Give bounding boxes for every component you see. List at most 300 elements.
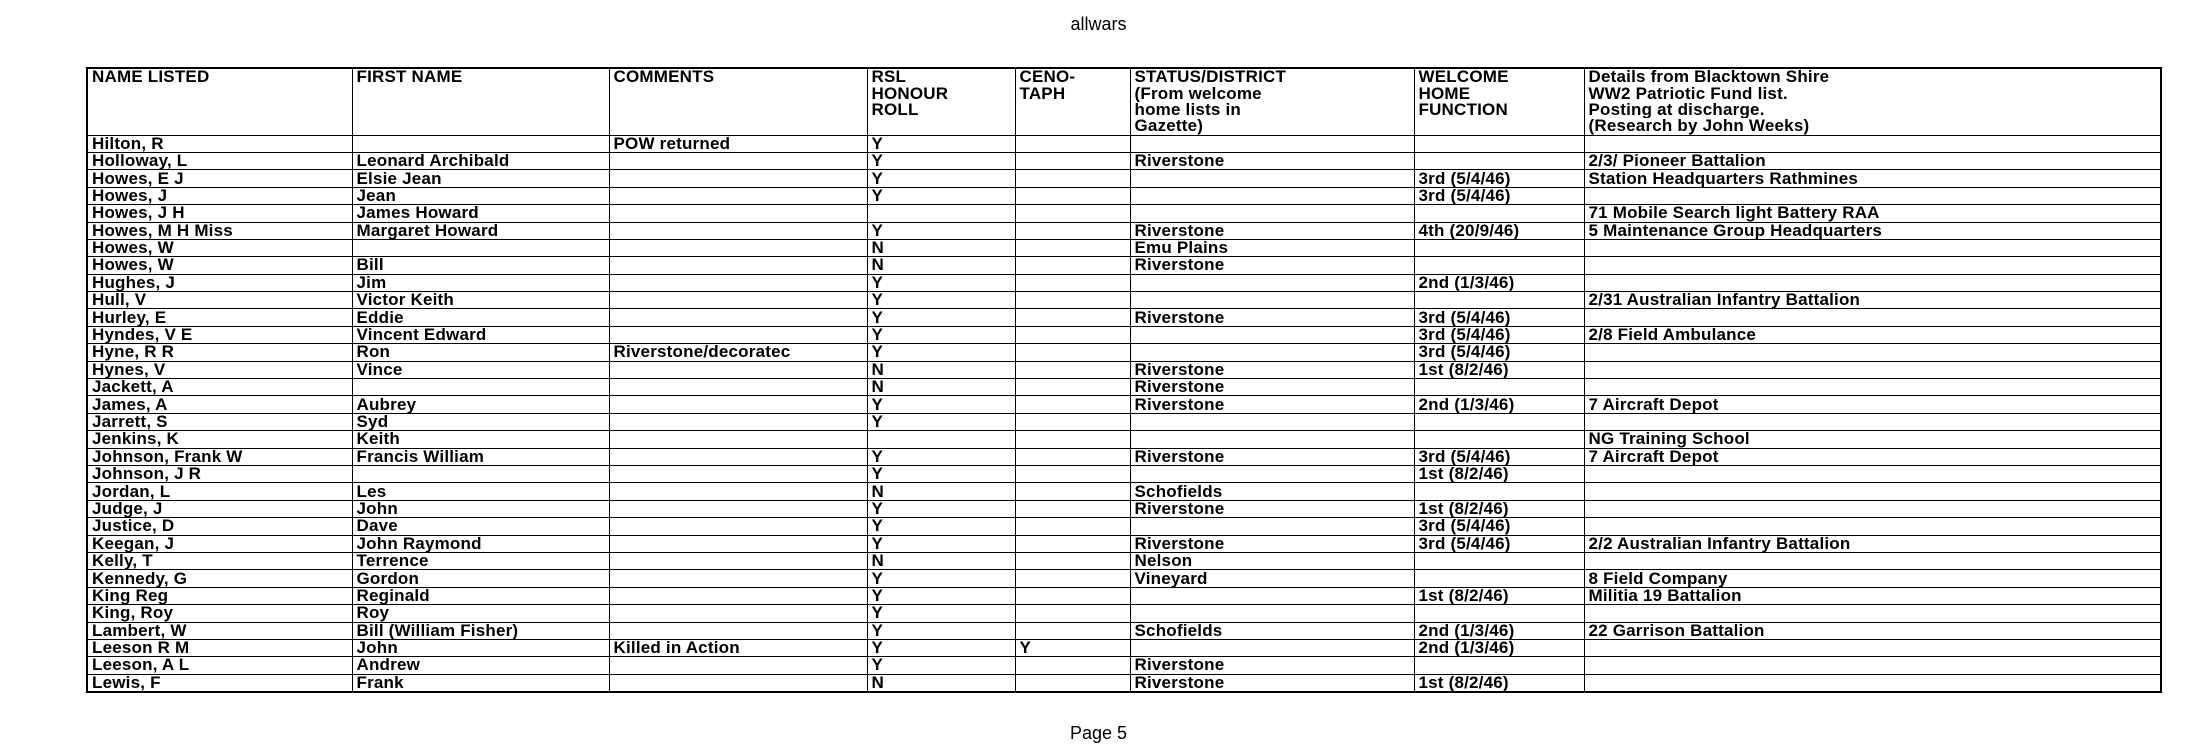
welcome-home-function-header: FUNCTION (1414, 102, 1584, 118)
name-listed-cell: Justice, D (87, 518, 352, 535)
cenotaph-cell (1015, 257, 1130, 274)
status-district-cell: Riverstone (1130, 361, 1414, 378)
welcome-home-function-cell: 3rd (5/4/46) (1414, 187, 1584, 204)
blacktown-details-cell: 2/3/ Pioneer Battalion (1584, 152, 2161, 169)
cenotaph-cell (1015, 518, 1130, 535)
comments-cell (609, 257, 867, 274)
table-row (87, 379, 2161, 396)
welcome-home-function-cell: 1st (8/2/46) (1414, 500, 1584, 517)
comments-cell (609, 170, 867, 187)
rsl-honour-roll-cell: Y (867, 518, 1015, 535)
name-listed-cell: Hughes, J (87, 274, 352, 291)
header-row (87, 118, 2161, 135)
cenotaph-cell (1015, 431, 1130, 448)
comments-cell (609, 205, 867, 222)
comments-cell (609, 570, 867, 587)
comments-cell (609, 483, 867, 500)
table-row (87, 187, 2161, 204)
first-name-header (352, 85, 609, 101)
table-row (87, 465, 2161, 482)
blacktown-details-cell (1584, 309, 2161, 326)
name-listed-cell: Kennedy, G (87, 570, 352, 587)
name-listed-cell: Keegan, J (87, 535, 352, 552)
cenotaph-cell: Y (1015, 639, 1130, 656)
cenotaph-cell (1015, 448, 1130, 465)
table-row (87, 622, 2161, 639)
table-row (87, 413, 2161, 430)
rsl-honour-roll-cell: Y (867, 326, 1015, 343)
table-row (87, 570, 2161, 587)
cenotaph-cell (1015, 205, 1130, 222)
name-listed-cell: Jarrett, S (87, 413, 352, 430)
comments-cell (609, 518, 867, 535)
blacktown-details-cell (1584, 257, 2161, 274)
comments-cell (609, 361, 867, 378)
header-row (87, 85, 2161, 101)
status-district-header: (From welcome (1130, 85, 1414, 101)
blacktown-details-cell (1584, 239, 2161, 256)
header-row (87, 102, 2161, 118)
comments-cell (609, 552, 867, 569)
comments-cell (609, 379, 867, 396)
status-district-cell (1130, 274, 1414, 291)
blacktown-details-cell: Station Headquarters Rathmines (1584, 170, 2161, 187)
rsl-honour-roll-cell: Y (867, 187, 1015, 204)
comments-cell (609, 674, 867, 692)
welcome-home-function-cell (1414, 292, 1584, 309)
first-name-cell: Ron (352, 344, 609, 361)
status-district-cell: Schofields (1130, 483, 1414, 500)
first-name-header: FIRST NAME (352, 68, 609, 85)
name-listed-cell: Howes, W (87, 239, 352, 256)
table-row (87, 170, 2161, 187)
blacktown-details-cell: 2/2 Australian Infantry Battalion (1584, 535, 2161, 552)
blacktown-details-cell (1584, 361, 2161, 378)
first-name-cell: Frank (352, 674, 609, 692)
blacktown-details-header: WW2 Patriotic Fund list. (1584, 85, 2161, 101)
status-district-header: STATUS/DISTRICT (1130, 68, 1414, 85)
status-district-header: home lists in (1130, 102, 1414, 118)
blacktown-details-header: Details from Blacktown Shire (1584, 68, 2161, 85)
first-name-cell: Vincent Edward (352, 326, 609, 343)
rsl-honour-roll-cell: Y (867, 570, 1015, 587)
cenotaph-cell (1015, 622, 1130, 639)
welcome-home-function-cell (1414, 152, 1584, 169)
rsl-honour-roll-cell: Y (867, 535, 1015, 552)
first-name-cell: Gordon (352, 570, 609, 587)
page-number: Page 5 (1069, 723, 1128, 743)
rsl-honour-roll-cell: Y (867, 622, 1015, 639)
cenotaph-cell (1015, 535, 1130, 552)
cenotaph-cell (1015, 570, 1130, 587)
table-header (87, 68, 2161, 135)
first-name-cell: Leonard Archibald (352, 152, 609, 169)
status-district-cell (1130, 518, 1414, 535)
comments-cell (609, 309, 867, 326)
comments-cell (609, 152, 867, 169)
welcome-home-function-cell: 1st (8/2/46) (1414, 674, 1584, 692)
welcome-home-function-cell: 3rd (5/4/46) (1414, 309, 1584, 326)
first-name-cell: Bill (William Fisher) (352, 622, 609, 639)
cenotaph-header (1015, 102, 1130, 118)
first-name-header (352, 118, 609, 135)
table-row (87, 274, 2161, 291)
rsl-honour-roll-cell: N (867, 674, 1015, 692)
blacktown-details-cell (1584, 413, 2161, 430)
comments-cell (609, 413, 867, 430)
first-name-cell: Syd (352, 413, 609, 430)
status-district-cell: Riverstone (1130, 379, 1414, 396)
rsl-honour-roll-cell: Y (867, 605, 1015, 622)
name-listed-cell: James, A (87, 396, 352, 413)
rsl-honour-roll-cell: Y (867, 465, 1015, 482)
table-row (87, 448, 2161, 465)
name-listed-cell: Johnson, J R (87, 465, 352, 482)
cenotaph-cell (1015, 326, 1130, 343)
table-row (87, 396, 2161, 413)
rsl-honour-roll-cell: Y (867, 500, 1015, 517)
first-name-cell: Victor Keith (352, 292, 609, 309)
first-name-cell: Andrew (352, 657, 609, 674)
name-listed-cell: Howes, W (87, 257, 352, 274)
table-row (87, 205, 2161, 222)
comments-cell (609, 535, 867, 552)
table-row (87, 500, 2161, 517)
welcome-home-function-header (1414, 118, 1584, 135)
blacktown-details-cell: 2/8 Field Ambulance (1584, 326, 2161, 343)
cenotaph-header: CENO- (1015, 68, 1130, 85)
name-listed-cell: Leeson R M (87, 639, 352, 656)
welcome-home-function-cell (1414, 570, 1584, 587)
name-listed-header (87, 118, 352, 135)
blacktown-details-cell (1584, 274, 2161, 291)
cenotaph-cell (1015, 344, 1130, 361)
blacktown-details-cell (1584, 500, 2161, 517)
status-district-cell: Vineyard (1130, 570, 1414, 587)
table-row (87, 344, 2161, 361)
blacktown-details-cell (1584, 135, 2161, 152)
first-name-cell: John (352, 500, 609, 517)
table-row (87, 431, 2161, 448)
name-listed-cell: Jenkins, K (87, 431, 352, 448)
cenotaph-header (1015, 118, 1130, 135)
blacktown-details-cell (1584, 187, 2161, 204)
status-district-cell (1130, 326, 1414, 343)
blacktown-details-cell (1584, 639, 2161, 656)
comments-cell (609, 222, 867, 239)
blacktown-details-cell: NG Training School (1584, 431, 2161, 448)
table-row (87, 309, 2161, 326)
cenotaph-cell (1015, 674, 1130, 692)
name-listed-cell: Lewis, F (87, 674, 352, 692)
first-name-cell: James Howard (352, 205, 609, 222)
first-name-cell: John (352, 639, 609, 656)
first-name-cell: Vince (352, 361, 609, 378)
first-name-cell: Elsie Jean (352, 170, 609, 187)
table-row (87, 518, 2161, 535)
blacktown-details-cell: Militia 19 Battalion (1584, 587, 2161, 604)
first-name-cell (352, 239, 609, 256)
welcome-home-function-cell (1414, 413, 1584, 430)
welcome-home-function-cell: 2nd (1/3/46) (1414, 274, 1584, 291)
name-listed-cell: Hyndes, V E (87, 326, 352, 343)
status-district-cell: Nelson (1130, 552, 1414, 569)
first-name-cell (352, 379, 609, 396)
rsl-honour-roll-header: RSL (867, 68, 1015, 85)
blacktown-details-cell: 2/31 Australian Infantry Battalion (1584, 292, 2161, 309)
table-row (87, 674, 2161, 692)
header-row (87, 68, 2161, 85)
status-district-cell: Riverstone (1130, 448, 1414, 465)
rsl-honour-roll-cell: Y (867, 448, 1015, 465)
blacktown-details-cell (1584, 379, 2161, 396)
cenotaph-cell (1015, 657, 1130, 674)
status-district-cell: Riverstone (1130, 657, 1414, 674)
cenotaph-cell (1015, 239, 1130, 256)
name-listed-cell: King Reg (87, 587, 352, 604)
first-name-cell: Terrence (352, 552, 609, 569)
cenotaph-cell (1015, 587, 1130, 604)
status-district-cell (1130, 170, 1414, 187)
cenotaph-cell (1015, 483, 1130, 500)
status-district-cell: Riverstone (1130, 535, 1414, 552)
comments-cell (609, 326, 867, 343)
blacktown-details-cell: 8 Field Company (1584, 570, 2161, 587)
cenotaph-cell (1015, 222, 1130, 239)
name-listed-cell: Hull, V (87, 292, 352, 309)
comments-cell: Riverstone/decoratec (609, 344, 867, 361)
status-district-cell (1130, 639, 1414, 656)
table-row (87, 326, 2161, 343)
first-name-cell: Les (352, 483, 609, 500)
table-row (87, 657, 2161, 674)
name-listed-cell: Hilton, R (87, 135, 352, 152)
name-listed-cell: Holloway, L (87, 152, 352, 169)
status-district-cell (1130, 465, 1414, 482)
blacktown-details-cell (1584, 344, 2161, 361)
blacktown-details-cell (1584, 657, 2161, 674)
blacktown-details-cell: 22 Garrison Battalion (1584, 622, 2161, 639)
status-district-cell (1130, 431, 1414, 448)
table-row (87, 639, 2161, 656)
cenotaph-cell (1015, 152, 1130, 169)
name-listed-header: NAME LISTED (87, 68, 352, 85)
comments-cell (609, 274, 867, 291)
welcome-home-function-cell: 3rd (5/4/46) (1414, 535, 1584, 552)
comments-cell (609, 605, 867, 622)
first-name-cell: Jim (352, 274, 609, 291)
cenotaph-cell (1015, 187, 1130, 204)
comments-header: COMMENTS (609, 68, 867, 85)
welcome-home-function-cell: 2nd (1/3/46) (1414, 622, 1584, 639)
rsl-honour-roll-cell: Y (867, 657, 1015, 674)
cenotaph-header: TAPH (1015, 85, 1130, 101)
comments-cell (609, 187, 867, 204)
rsl-honour-roll-cell: Y (867, 222, 1015, 239)
table-row (87, 292, 2161, 309)
status-district-cell (1130, 344, 1414, 361)
blacktown-details-cell: 71 Mobile Search light Battery RAA (1584, 205, 2161, 222)
table-row (87, 552, 2161, 569)
name-listed-cell: Judge, J (87, 500, 352, 517)
name-listed-cell: Jordan, L (87, 483, 352, 500)
rsl-honour-roll-cell: N (867, 379, 1015, 396)
blacktown-details-cell (1584, 465, 2161, 482)
honour-roll-table (86, 67, 2162, 693)
rsl-honour-roll-cell: Y (867, 170, 1015, 187)
comments-cell (609, 431, 867, 448)
table-row (87, 257, 2161, 274)
status-district-cell: Riverstone (1130, 152, 1414, 169)
name-listed-cell: Hynes, V (87, 361, 352, 378)
blacktown-details-cell (1584, 674, 2161, 692)
rsl-honour-roll-cell: Y (867, 309, 1015, 326)
first-name-cell: Francis William (352, 448, 609, 465)
welcome-home-function-cell (1414, 135, 1584, 152)
cenotaph-cell (1015, 413, 1130, 430)
first-name-cell (352, 465, 609, 482)
table-body (87, 135, 2161, 692)
status-district-cell (1130, 292, 1414, 309)
rsl-honour-roll-cell: Y (867, 396, 1015, 413)
first-name-cell (352, 135, 609, 152)
welcome-home-function-cell: 3rd (5/4/46) (1414, 344, 1584, 361)
name-listed-cell: Kelly, T (87, 552, 352, 569)
table-row (87, 483, 2161, 500)
blacktown-details-header: Posting at discharge. (1584, 102, 2161, 118)
first-name-cell: John Raymond (352, 535, 609, 552)
comments-cell (609, 587, 867, 604)
first-name-cell: Aubrey (352, 396, 609, 413)
rsl-honour-roll-cell: N (867, 483, 1015, 500)
first-name-cell: Keith (352, 431, 609, 448)
first-name-cell: Dave (352, 518, 609, 535)
blacktown-details-cell: 7 Aircraft Depot (1584, 448, 2161, 465)
comments-cell: POW returned (609, 135, 867, 152)
table-row (87, 587, 2161, 604)
cenotaph-cell (1015, 465, 1130, 482)
status-district-cell: Riverstone (1130, 500, 1414, 517)
blacktown-details-cell (1584, 605, 2161, 622)
rsl-honour-roll-cell: N (867, 552, 1015, 569)
status-district-cell (1130, 605, 1414, 622)
cenotaph-cell (1015, 500, 1130, 517)
welcome-home-function-cell (1414, 431, 1584, 448)
name-listed-cell: Hurley, E (87, 309, 352, 326)
welcome-home-function-cell (1414, 657, 1584, 674)
first-name-cell: Bill (352, 257, 609, 274)
rsl-honour-roll-cell: Y (867, 135, 1015, 152)
rsl-honour-roll-header: HONOUR (867, 85, 1015, 101)
welcome-home-function-cell: 1st (8/2/46) (1414, 587, 1584, 604)
blacktown-details-cell (1584, 552, 2161, 569)
status-district-cell (1130, 413, 1414, 430)
name-listed-cell: Jackett, A (87, 379, 352, 396)
name-listed-cell: Leeson, A L (87, 657, 352, 674)
rsl-honour-roll-cell: Y (867, 344, 1015, 361)
status-district-cell: Riverstone (1130, 222, 1414, 239)
status-district-cell: Riverstone (1130, 674, 1414, 692)
welcome-home-function-cell (1414, 483, 1584, 500)
status-district-cell (1130, 587, 1414, 604)
welcome-home-function-cell: 3rd (5/4/46) (1414, 518, 1584, 535)
rsl-honour-roll-header (867, 118, 1015, 135)
status-district-cell (1130, 205, 1414, 222)
name-listed-cell: Lambert, W (87, 622, 352, 639)
table-row (87, 535, 2161, 552)
welcome-home-function-cell: 2nd (1/3/46) (1414, 639, 1584, 656)
welcome-home-function-cell (1414, 239, 1584, 256)
name-listed-cell: Hyne, R R (87, 344, 352, 361)
welcome-home-function-header: WELCOME (1414, 68, 1584, 85)
name-listed-header (87, 102, 352, 118)
document-title: allwars (1070, 14, 1127, 34)
comments-header (609, 102, 867, 118)
welcome-home-function-cell (1414, 379, 1584, 396)
comments-cell (609, 622, 867, 639)
name-listed-header (87, 85, 352, 101)
comments-cell (609, 465, 867, 482)
status-district-cell: Riverstone (1130, 309, 1414, 326)
cenotaph-cell (1015, 309, 1130, 326)
welcome-home-function-cell: 3rd (5/4/46) (1414, 170, 1584, 187)
welcome-home-function-cell (1414, 257, 1584, 274)
first-name-cell: Eddie (352, 309, 609, 326)
cenotaph-cell (1015, 605, 1130, 622)
cenotaph-cell (1015, 292, 1130, 309)
status-district-cell: Schofields (1130, 622, 1414, 639)
welcome-home-function-cell: 1st (8/2/46) (1414, 465, 1584, 482)
cenotaph-cell (1015, 379, 1130, 396)
welcome-home-function-cell: 2nd (1/3/46) (1414, 396, 1584, 413)
comments-header (609, 85, 867, 101)
name-listed-cell: Howes, J (87, 187, 352, 204)
table-row (87, 605, 2161, 622)
cenotaph-cell (1015, 552, 1130, 569)
status-district-cell: Emu Plains (1130, 239, 1414, 256)
table-row (87, 239, 2161, 256)
welcome-home-function-cell (1414, 205, 1584, 222)
blacktown-details-cell (1584, 483, 2161, 500)
status-district-cell: Riverstone (1130, 396, 1414, 413)
status-district-cell: Riverstone (1130, 257, 1414, 274)
welcome-home-function-cell: 3rd (5/4/46) (1414, 448, 1584, 465)
first-name-cell: Reginald (352, 587, 609, 604)
name-listed-cell: Johnson, Frank W (87, 448, 352, 465)
rsl-honour-roll-cell: N (867, 361, 1015, 378)
table-row (87, 152, 2161, 169)
rsl-honour-roll-cell (867, 431, 1015, 448)
table-row (87, 135, 2161, 152)
rsl-honour-roll-cell: N (867, 239, 1015, 256)
welcome-home-function-cell (1414, 605, 1584, 622)
comments-cell (609, 657, 867, 674)
name-listed-cell: Howes, M H Miss (87, 222, 352, 239)
blacktown-details-cell (1584, 518, 2161, 535)
status-district-cell (1130, 135, 1414, 152)
first-name-header (352, 102, 609, 118)
comments-cell (609, 239, 867, 256)
name-listed-cell: Howes, E J (87, 170, 352, 187)
cenotaph-cell (1015, 135, 1130, 152)
table-row (87, 222, 2161, 239)
table-row (87, 361, 2161, 378)
rsl-honour-roll-cell (867, 205, 1015, 222)
comments-cell (609, 396, 867, 413)
rsl-honour-roll-cell: Y (867, 639, 1015, 656)
rsl-honour-roll-cell: Y (867, 587, 1015, 604)
comments-cell: Killed in Action (609, 639, 867, 656)
